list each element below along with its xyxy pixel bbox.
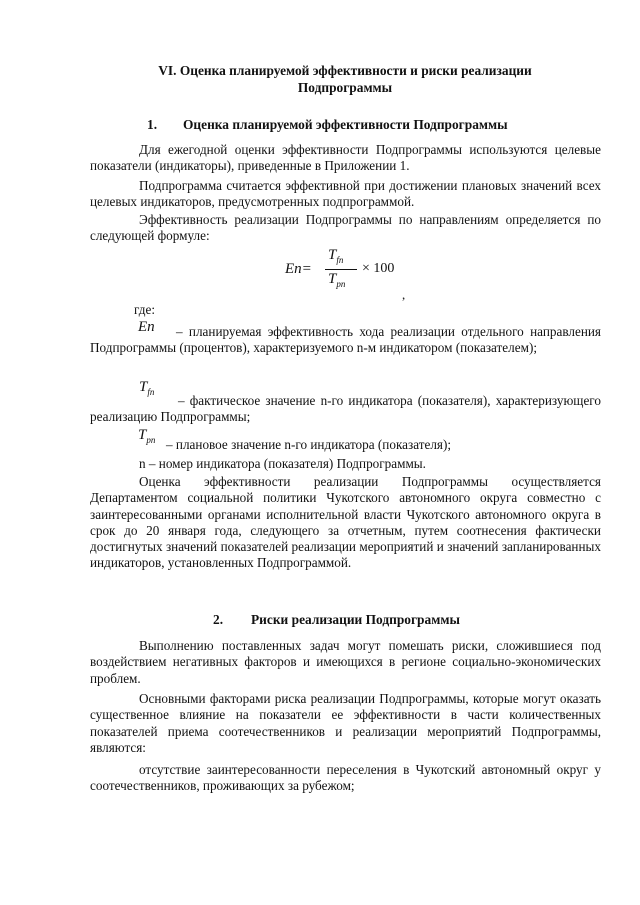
efficiency-formula <box>285 247 455 293</box>
where-label: где: <box>134 302 155 317</box>
paragraph-4: Оценка эффективности реализации Подпрограммы осуществляется Департаментом социальной политики Чукотского автономного округа совместно с заинтересованными органами исполнительной власти Чукотского автономного округа в срок до 20 января года, следующего за отчетным, путем соотнесения фактически достигнутых значений показателей реализации мероприятий и значений запланированных индикаторов, установленных Подпрограммой. <box>90 474 601 571</box>
tfn-main: T <box>139 379 148 395</box>
tfn-subscript: fn <box>147 387 155 397</box>
formula-comma: , <box>402 287 406 302</box>
section-2-title: Риски реализации Подпрограммы <box>251 612 460 627</box>
denominator-subscript: pn <box>336 279 346 289</box>
document-title <box>90 62 600 96</box>
paragraph-2: Подпрограмма считается эффективной при достижении плановых значений всех целевых индикаторов, предусмотренных подпрограммой. <box>90 178 601 210</box>
numerator-subscript: fn <box>336 255 344 265</box>
title-line-1: VI. Оценка планируемой эффективности и риски реализации <box>158 63 532 78</box>
numerator-symbol: T <box>328 247 337 263</box>
section-2-number: 2. <box>213 612 224 627</box>
definition-tfn: – фактическое значение n-го индикатора (показателя), характеризующего реализацию Подпрограммы; <box>90 393 601 425</box>
tpn-main: T <box>138 427 147 443</box>
formula-rhs: × 100 <box>362 261 395 276</box>
section-1-title: Оценка планируемой эффективности Подпрограммы <box>183 117 508 132</box>
paragraph-3: Эффективность реализации Подпрограммы по направлениям определяется по следующей формуле: <box>90 212 601 244</box>
paragraph-6: Основными факторами риска реализации Подпрограммы, которые могут оказать существенное влияние на показатели ее эффективности в части количественных показателей приема соотечественников и реализации мероприятий Подпрограммы, являются: <box>90 691 601 755</box>
title-line-2: Подпрограммы <box>297 80 393 95</box>
formula-lhs: En= <box>285 261 312 277</box>
denominator-symbol: T <box>328 271 337 287</box>
symbol-en: En <box>138 319 155 335</box>
paragraph-7: отсутствие заинтересованности переселения в Чукотский автономный округ у соотечественников, проживающих за рубежом; <box>90 762 601 794</box>
formula-numerator <box>328 247 343 268</box>
definition-tpn: – плановое значение n-го индикатора (показателя); <box>166 437 452 452</box>
paragraph-5: Выполнению поставленных задач могут помешать риски, сложившиеся под воздействием негативных факторов и имеющихся в регионе социально-экономических проблем. <box>90 638 601 686</box>
definition-en: – планируемая эффективность хода реализации отдельного направления Подпрограммы (процентов), характеризуемого n-м индикатором (показателем); <box>90 324 601 356</box>
fraction-bar <box>325 269 357 270</box>
symbol-tpn <box>138 427 155 448</box>
formula-denominator <box>328 271 345 292</box>
paragraph-1: Для ежегодной оценки эффективности Подпрограммы используются целевые показатели (индикаторы), приведенные в Приложении 1. <box>90 142 601 174</box>
definition-n: n – номер индикатора (показателя) Подпрограммы. <box>139 456 426 471</box>
tpn-subscript: pn <box>146 435 156 445</box>
section-1-number: 1. <box>147 117 158 132</box>
